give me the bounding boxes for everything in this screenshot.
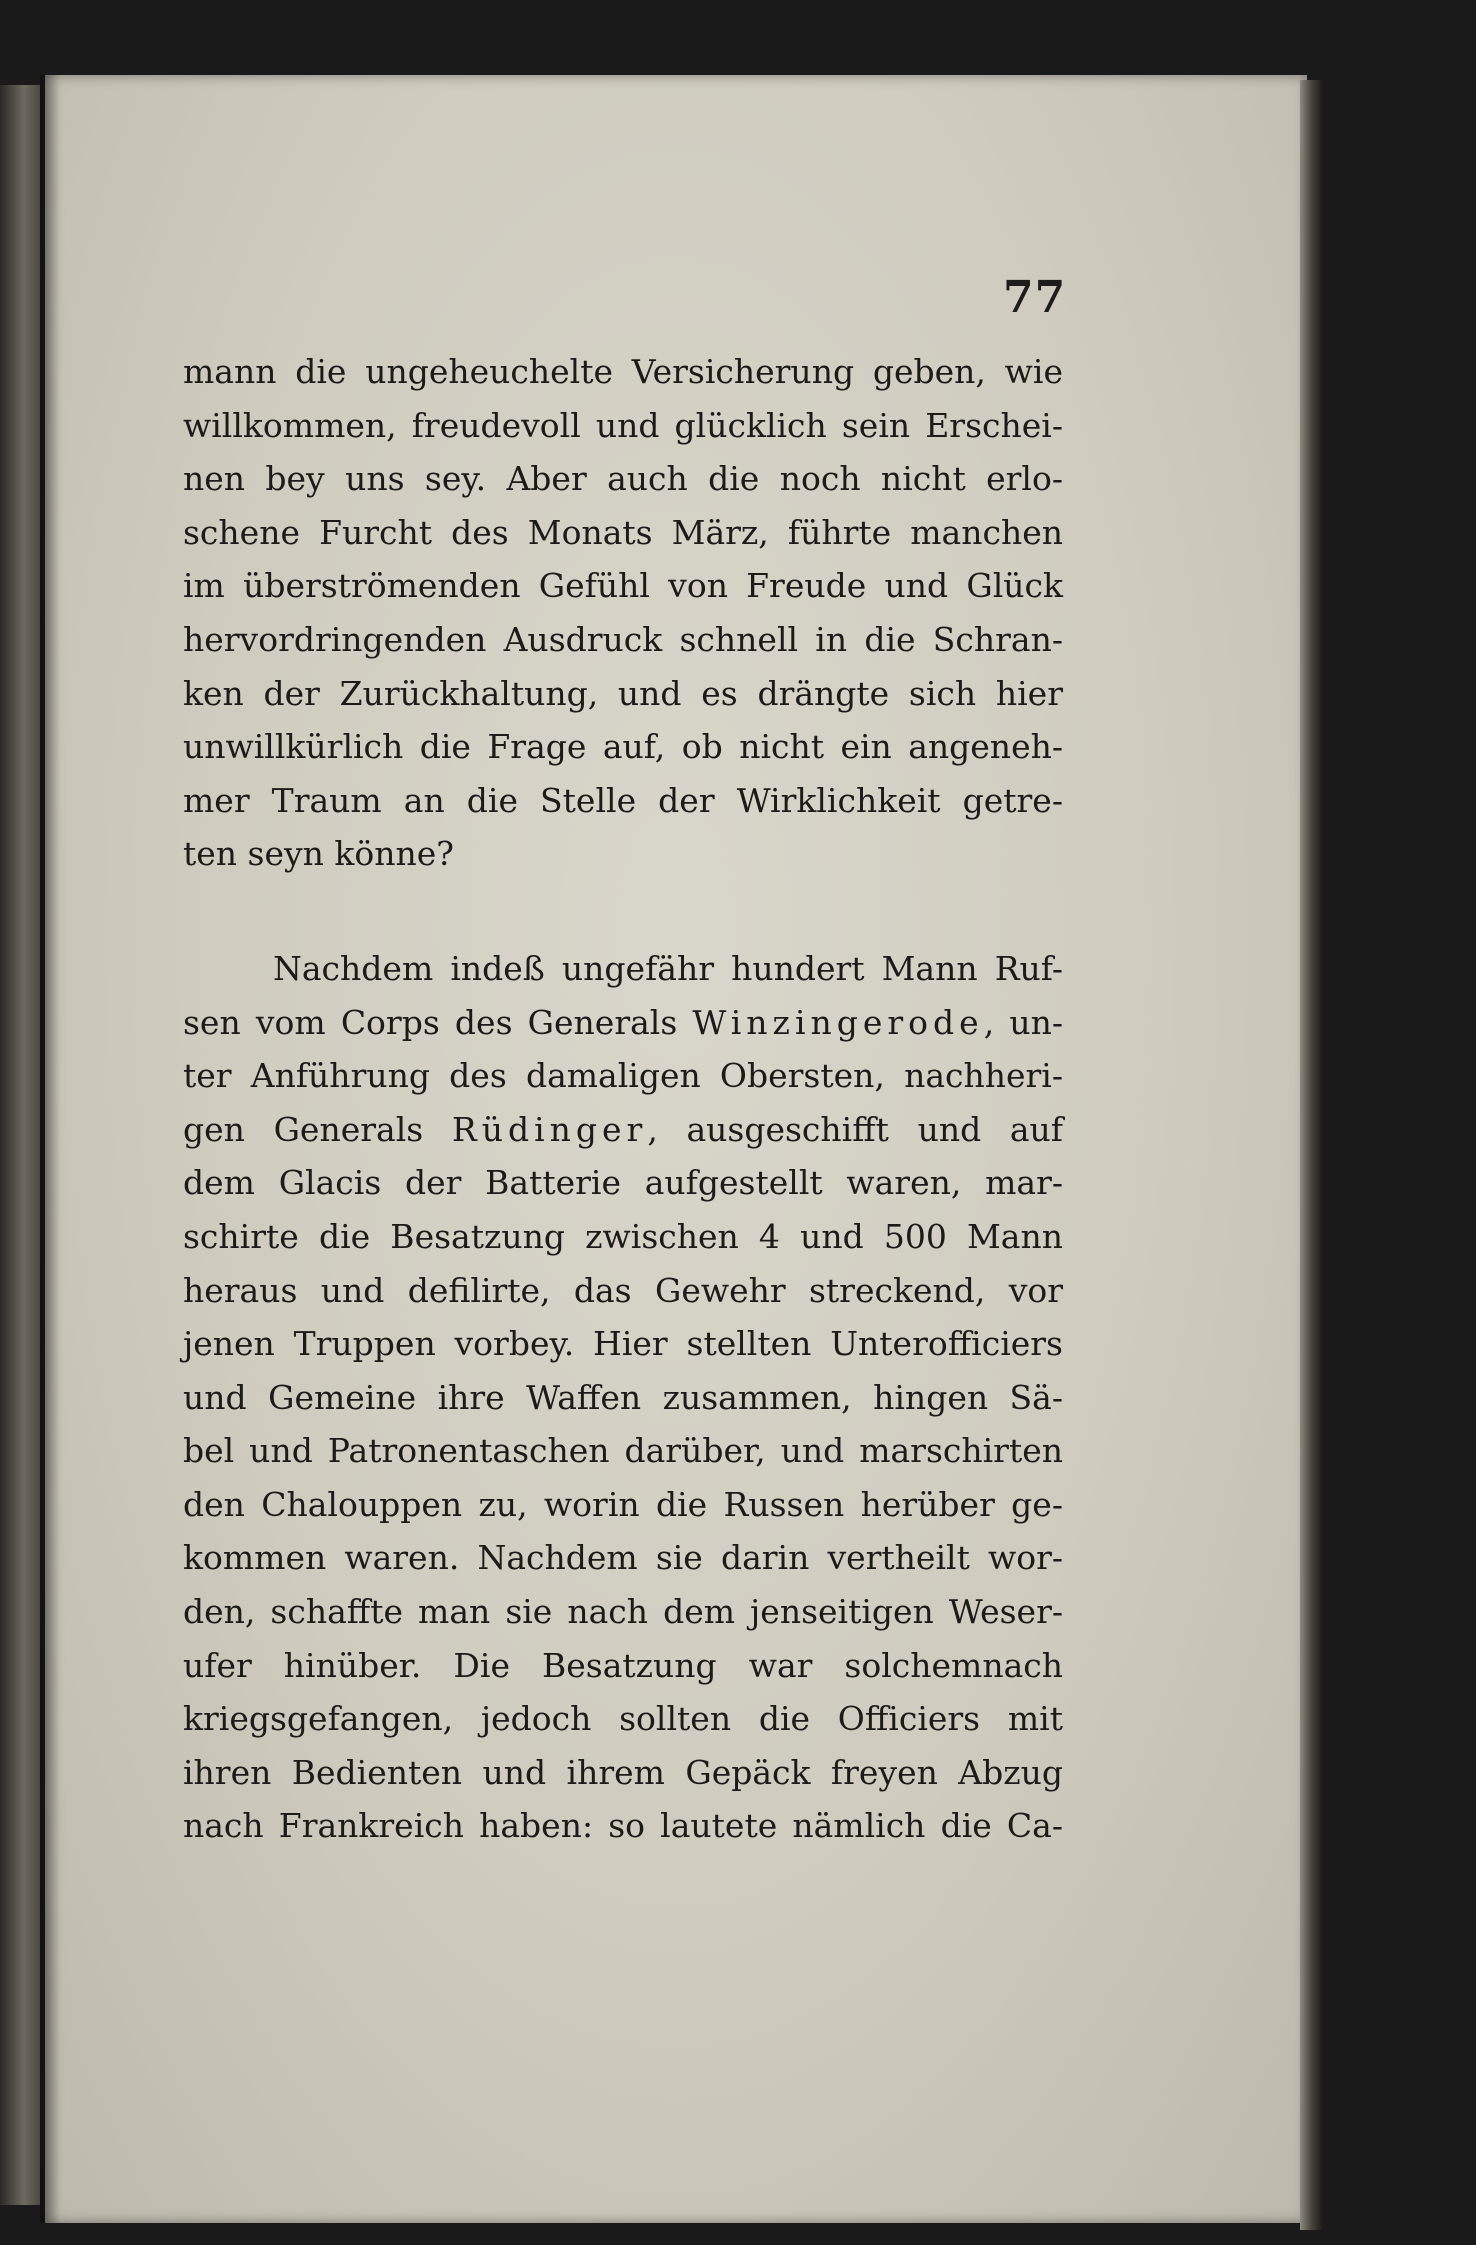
text-line: unwillkürlich die Frage auf, ob nicht ein angeneh- (183, 727, 1063, 767)
text-line: ken der Zurückhaltung, und es drängte sich hier (183, 673, 1063, 713)
text-line: Nachdem indeß ungefähr hundert Mann Ruf- (273, 948, 1063, 988)
text-line: hervordringenden Ausdruck schnell in die Schran- (183, 619, 1063, 659)
body-text (183, 345, 1063, 1853)
text-line: schene Furcht des Monats März, führte manchen (183, 512, 1063, 552)
text-segment: , un- (983, 1002, 1063, 1042)
page-stack-edge (1300, 80, 1322, 2230)
paragraph-gap (183, 881, 1063, 942)
text-line: ihren Bedienten und ihrem Gepäck freyen Abzug (183, 1752, 1063, 1792)
text-line: ufer hinüber. Die Besatzung war solchemnach (183, 1645, 1063, 1685)
text-segment: gen Generals (183, 1109, 452, 1149)
text-line: heraus und defilirte, das Gewehr streckend, vor (183, 1270, 1063, 1310)
text-line (183, 996, 1063, 1050)
text-segment: , ausgeschifft und auf (647, 1109, 1063, 1149)
text-segment: sen vom Corps des Generals (183, 1002, 693, 1042)
text-line: mer Traum an die Stelle der Wirklichkeit getre- (183, 780, 1063, 820)
text-line: den Chalouppen zu, worin die Russen herüber ge- (183, 1484, 1063, 1524)
text-line: kommen waren. Nachdem sie darin vertheilt wor- (183, 1538, 1063, 1578)
text-line: schirte die Besatzung zwischen 4 und 500 Mann (183, 1216, 1063, 1256)
text-line: im überströmenden Gefühl von Freude und Glück (183, 566, 1063, 606)
text-line: bel und Patronentaschen darüber, und marschirten (183, 1431, 1063, 1471)
text-line: nach Frankreich haben: so lautete nämlich die Ca- (183, 1806, 1063, 1846)
text-line (183, 1103, 1063, 1157)
text-line: ter Anführung des damaligen Obersten, nachheri- (183, 1056, 1063, 1096)
text-line: kriegsgefangen, jedoch sollten die Officiers mit (183, 1699, 1063, 1739)
text-line: nen bey uns sey. Aber auch die noch nicht erlo- (183, 459, 1063, 499)
text-line: den, schaffte man sie nach dem jenseitigen Weser- (183, 1592, 1063, 1632)
previous-page-edge (0, 85, 40, 2205)
text-line: mann die ungeheuchelte Versicherung geben, wie (183, 352, 1063, 391)
person-name: Winzingerode (692, 1002, 984, 1042)
gutter-shadow (40, 75, 60, 2223)
page-number: 77 (1003, 272, 1067, 323)
person-name: Rüdinger (451, 1109, 648, 1149)
text-line: jenen Truppen vorbey. Hier stellten Unterofficiers (183, 1324, 1063, 1364)
text-line: ten seyn könne? (183, 834, 454, 874)
text-line: dem Glacis der Batterie aufgestellt waren, mar- (183, 1163, 1063, 1203)
text-line: willkommen, freudevoll und glücklich sein Erschei- (183, 405, 1063, 445)
text-line: und Gemeine ihre Waffen zusammen, hingen Sä- (183, 1377, 1063, 1417)
